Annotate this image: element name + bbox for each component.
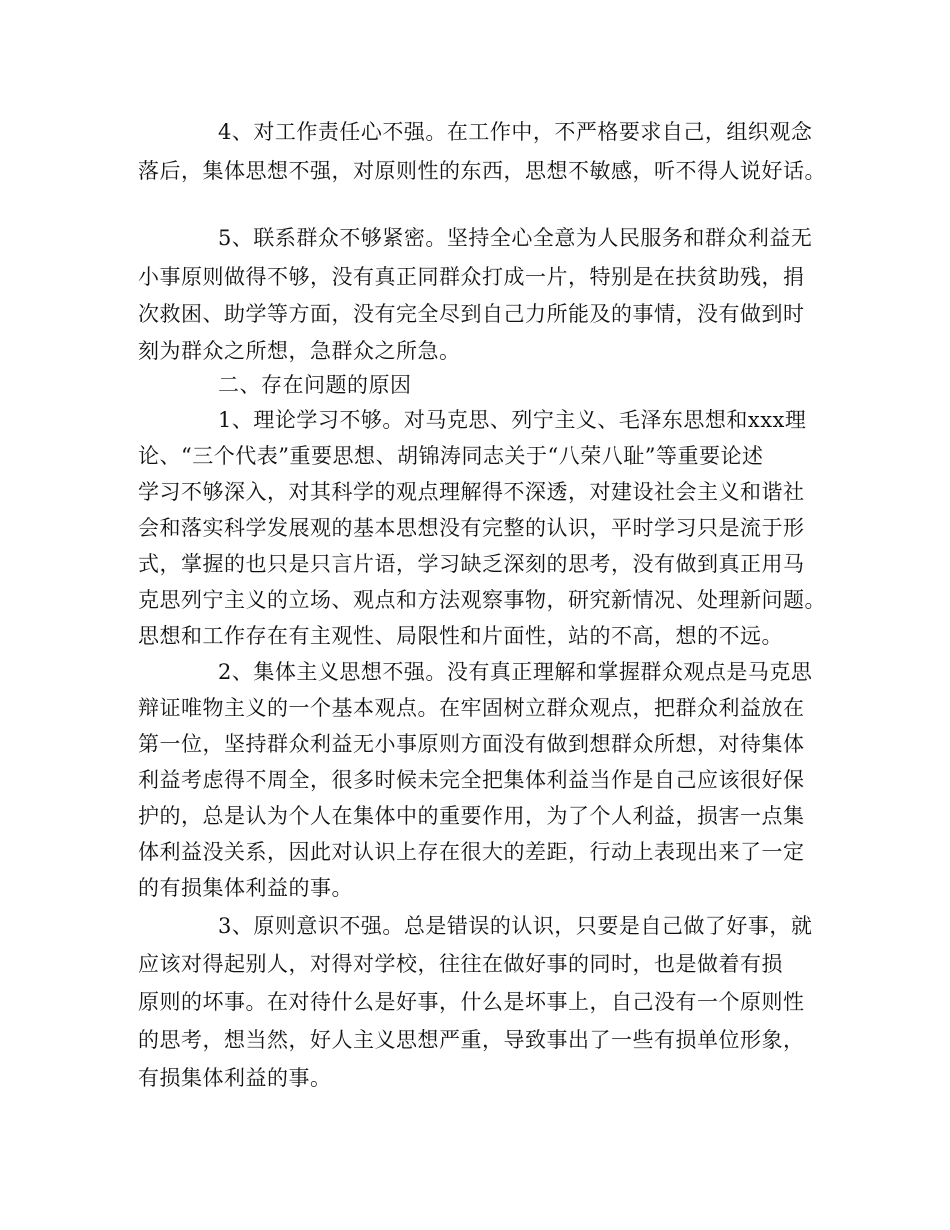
cause-1-line-3: 学习不够深入，对其科学的观点理解得不深透，对建设社会主义和谐社 bbox=[138, 480, 805, 504]
cause-2-line-4: 利益考虑得不周全，很多时候未完全把集体利益当作是自己应该很好保 bbox=[138, 768, 805, 792]
cause-3-line-2: 应该对得起别人，对得对学校，往往在做好事的同时，也是做着有损 bbox=[138, 952, 783, 976]
cause-1-line-1: 1、理论学习不够。对马克思、列宁主义、毛泽东思想和xxx理 bbox=[218, 408, 807, 432]
cause-2-line-7: 的有损集体利益的事。 bbox=[138, 876, 353, 900]
cause-2-line-2: 辩证唯物主义的一个基本观点。在牢固树立群众观点，把群众利益放在 bbox=[138, 696, 805, 720]
section-heading: 二、存在问题的原因 bbox=[218, 373, 412, 397]
cause-1-line-7: 思想和工作存在有主观性、局限性和片面性，站的不高，想的不远。 bbox=[138, 624, 783, 648]
paragraph-4-line-1: 4、对工作责任心不强。在工作中，不严格要求自己，组织观念 bbox=[218, 120, 813, 144]
paragraph-5-line-2: 小事原则做得不够，没有真正同群众打成一片，特别是在扶贫助残，捐 bbox=[138, 265, 805, 289]
cause-2-line-1: 2、集体主义思想不强。没有真正理解和掌握群众观点是马克思 bbox=[218, 660, 813, 684]
paragraph-4-line-2: 落后，集体思想不强，对原则性的东西，思想不敏感，听不得人说好话。 bbox=[138, 159, 826, 183]
paragraph-5-line-3: 次救困、助学等方面，没有完全尽到自己力所能及的事情，没有做到时 bbox=[138, 302, 805, 326]
cause-3-line-3: 原则的坏事。在对待什么是好事，什么是坏事上，自己没有一个原则性 bbox=[138, 990, 805, 1014]
cause-2-line-6: 体利益没关系，因此对认识上存在很大的差距，行动上表现出来了一定 bbox=[138, 840, 805, 864]
cause-3-line-1: 3、原则意识不强。总是错误的认识，只要是自己做了好事，就 bbox=[218, 914, 813, 938]
cause-1-line-4: 会和落实科学发展观的基本思想没有完整的认识，平时学习只是流于形 bbox=[138, 516, 805, 540]
cause-2-line-5: 护的，总是认为个人在集体中的重要作用，为了个人利益，损害一点集 bbox=[138, 804, 805, 828]
cause-3-line-5: 有损集体利益的事。 bbox=[138, 1066, 332, 1090]
cause-1-line-2: 论、“三个代表”重要思想、胡锦涛同志关于“八荣八耻”等重要论述 bbox=[138, 444, 764, 468]
cause-3-line-4: 的思考，想当然，好人主义思想严重，导致事出了一些有损单位形象， bbox=[138, 1028, 805, 1052]
cause-1-line-5: 式，掌握的也只是只言片语，学习缺乏深刻的思考，没有做到真正用马 bbox=[138, 552, 805, 576]
cause-2-line-3: 第一位，坚持群众利益无小事原则方面没有做到想群众所想，对待集体 bbox=[138, 732, 805, 756]
paragraph-5-line-4: 刻为群众之所想，急群众之所急。 bbox=[138, 339, 461, 363]
cause-1-line-6: 克思列宁主义的立场、观点和方法观察事物，研究新情况、处理新问题。 bbox=[138, 588, 826, 612]
paragraph-5-line-1: 5、联系群众不够紧密。坚持全心全意为人民服务和群众利益无 bbox=[218, 226, 813, 250]
